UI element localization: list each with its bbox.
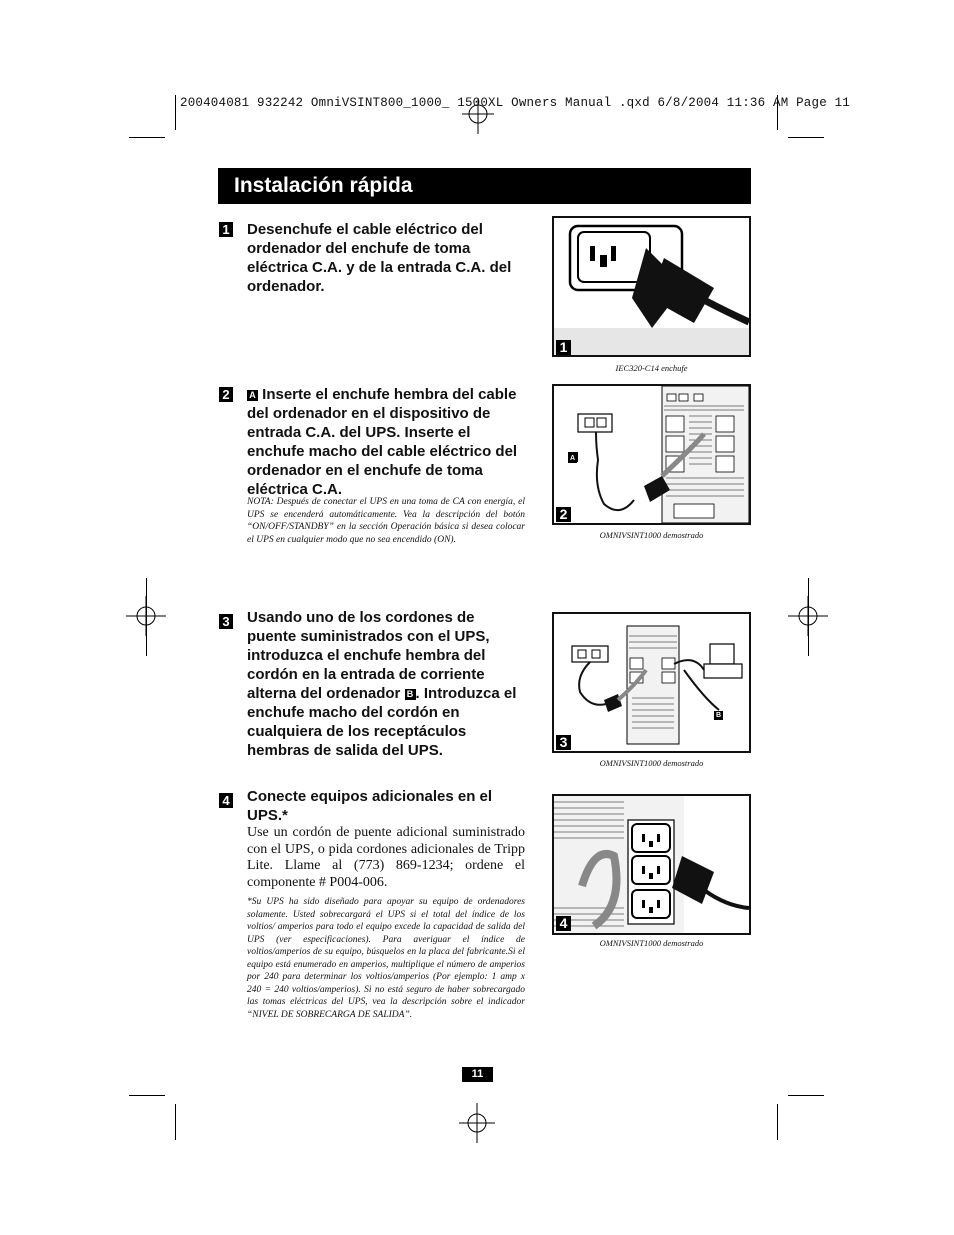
crop-mark bbox=[808, 578, 809, 656]
callout-label-a: A bbox=[569, 455, 576, 462]
step-number: 1 bbox=[219, 222, 233, 237]
figure-2 bbox=[552, 384, 751, 525]
crop-mark bbox=[146, 578, 147, 656]
callout-badge: A bbox=[247, 390, 258, 401]
figure-3 bbox=[552, 612, 751, 753]
step-2-note: NOTA: Después de conectar el UPS en una toma de CA con energía, el UPS se encenderá automáticamente. Vea la descripción del botón “ON/OFF/STANDBY” en la sección Operación básica si desea colocar el UPS en cualquier modo que no sea encendido (ON). bbox=[247, 497, 525, 545]
page-title: Instalación rápida bbox=[234, 174, 413, 197]
figure-1 bbox=[552, 216, 751, 357]
file-slug: 200404081 932242 OmniVSINT800_1000_ 1500XL Owners Manual .qxd 6/8/2004 11:36 AM Page 11 bbox=[180, 96, 851, 110]
crop-mark bbox=[175, 95, 176, 130]
ups-rear-panel-illustration bbox=[554, 386, 749, 523]
step-number: 3 bbox=[219, 614, 233, 629]
step-2-instruction: Inserte el enchufe hembra del cable del ordenador en el dispositivo de entrada C.A. del UPS. Inserte el enchufe macho del cable eléctrico del ordenador en el enchufe de toma eléctrica C.A. bbox=[247, 386, 518, 498]
figure-caption: OMNIVSINT1000 demostrado bbox=[599, 758, 704, 768]
figure-caption: IEC320-C14 enchufe bbox=[615, 363, 688, 373]
step-4-footnote: *Su UPS ha sido diseñado para apoyar su equipo de ordenadores solamente. Usted sobrecargará el UPS si el total del índice de los voltios/ amperios para todo el equipo excede la capacidad de salida del UPS (ver especificaciones). Para averiguar el índice de voltios/amperios de su equipo, búsquelos en la placa del fabricante.Si el equipo está enumerado en amperios, multiplique el número de amperios por 240 para determinar los voltios/amperios (Por ejemplo: 1 amp x 240 = 240 voltios/amperios). Si no está seguro de haber sobrecargado las tomas eléctricas del UPS, vea la descripción sobre el indicador “NIVEL DE SOBRECARGA DE SALIDA”. bbox=[247, 897, 525, 1020]
figure-caption: OMNIVSINT1000 demostrado bbox=[599, 530, 704, 540]
figure-number: 2 bbox=[556, 507, 571, 522]
step-number: 2 bbox=[219, 387, 233, 402]
crop-mark bbox=[777, 1104, 778, 1140]
step-3-instruction-a: Usando uno de los cordones de puente suministrados con el UPS, introduzca el enchufe hembra del cordón en la entrada de corriente alterna del ordenador bbox=[247, 609, 490, 702]
step-4-heading: Conecte equipos adicionales en el UPS.* bbox=[247, 788, 493, 824]
step-1-text: Desenchufe el cable eléctrico del ordenador del enchufe de toma eléctrica C.A. y de la entrada C.A. del ordenador. bbox=[247, 221, 512, 295]
step-4-body: Use un cordón de puente adicional suministrado con el UPS, o pida cordones adicionales de Tripp Lite. Llame al (773) 869-1234; ordene el componente # P004-006. bbox=[247, 825, 525, 890]
crop-mark bbox=[175, 1104, 176, 1140]
figure-number: 3 bbox=[556, 735, 571, 750]
figure-number: 1 bbox=[556, 340, 571, 355]
figure-number: 4 bbox=[556, 916, 571, 931]
figure-caption: OMNIVSINT1000 demostrado bbox=[599, 938, 704, 948]
step-number: 4 bbox=[219, 793, 233, 808]
step-3-text bbox=[247, 608, 517, 760]
page-number: 11 bbox=[462, 1067, 493, 1082]
crop-mark bbox=[788, 137, 824, 138]
ups-outlets-closeup-illustration bbox=[554, 796, 749, 933]
callout-badge: B bbox=[405, 689, 416, 700]
power-inlet-illustration bbox=[554, 218, 749, 355]
registration-mark-bottom bbox=[457, 1103, 497, 1143]
crop-mark bbox=[129, 1095, 165, 1096]
ups-computer-connection-illustration bbox=[554, 614, 749, 751]
step-2-text bbox=[247, 385, 527, 499]
step-3-instruction-b: . Introduzca el enchufe macho del cordón en cualquiera de los receptáculos hembras de salida del UPS. bbox=[247, 685, 517, 759]
callout-label-b: B bbox=[715, 712, 722, 719]
figure-4 bbox=[552, 794, 751, 935]
crop-mark bbox=[129, 137, 165, 138]
crop-mark bbox=[788, 1095, 824, 1096]
